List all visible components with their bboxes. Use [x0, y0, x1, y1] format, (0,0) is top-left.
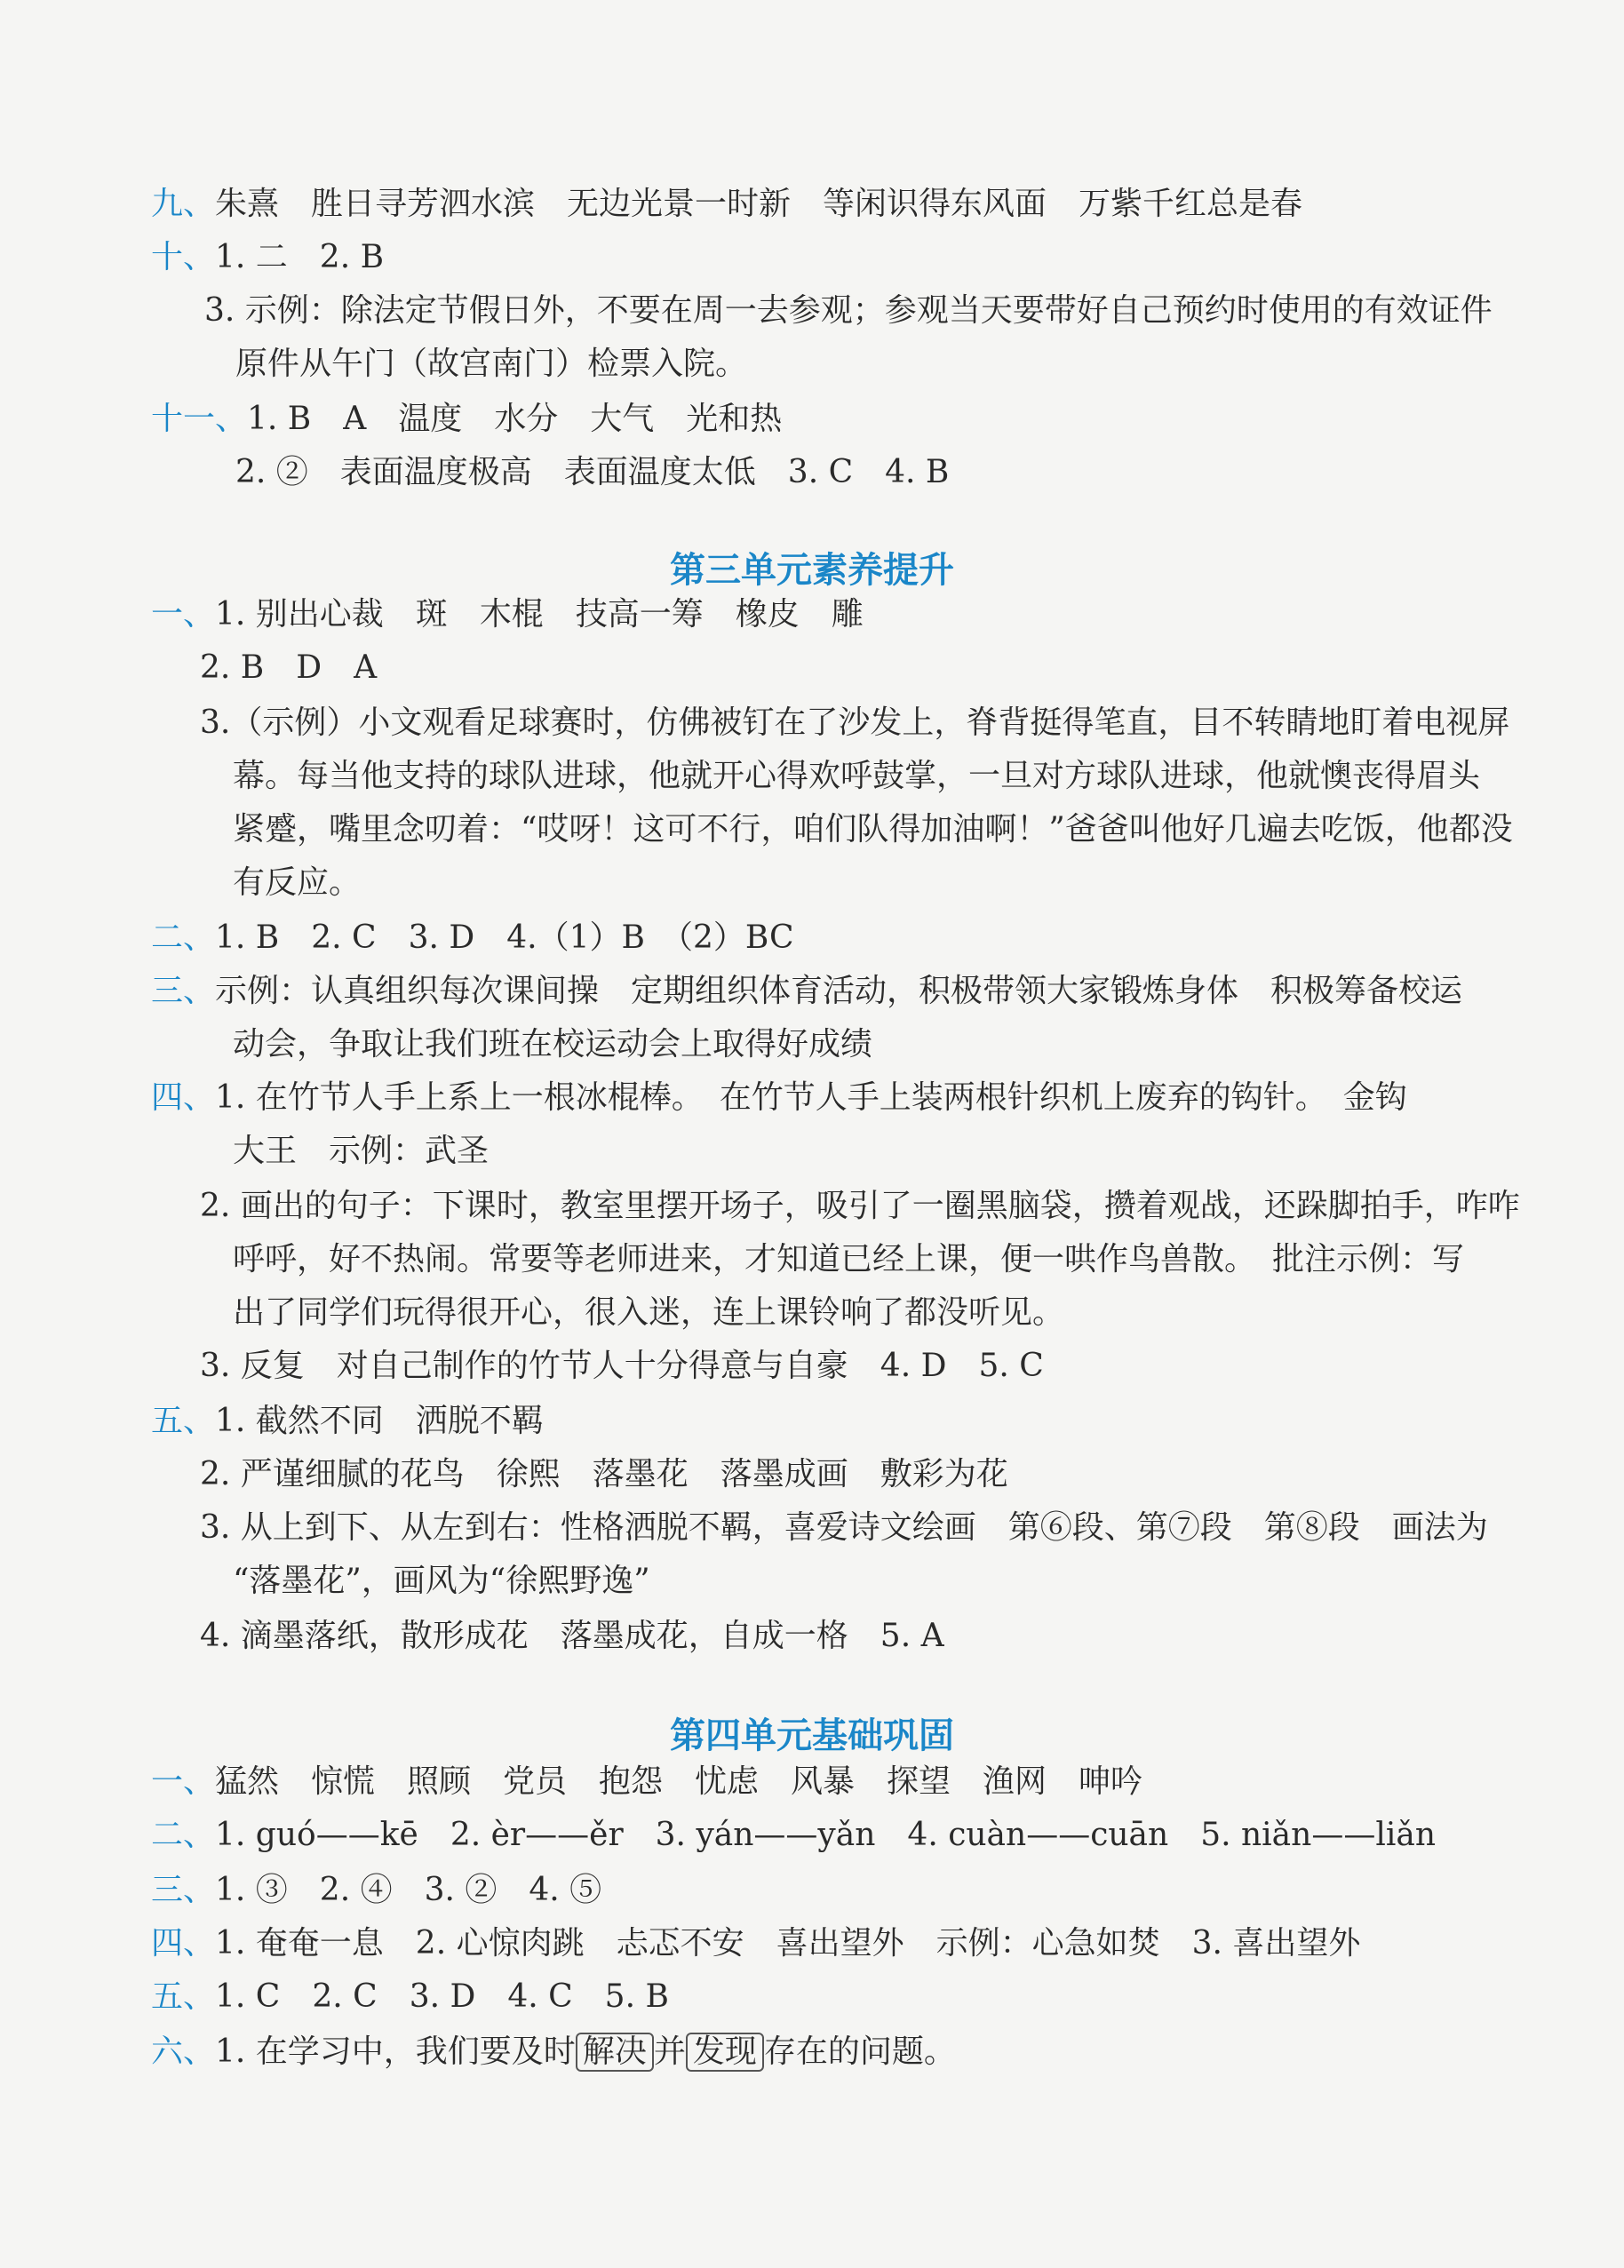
section-heading: 第四单元基础巩固 [670, 1715, 954, 1756]
answer-line: 五、1. 截然不同 洒脱不羁 [151, 1403, 544, 1439]
section-heading: 第三单元素养提升 [670, 550, 954, 591]
answer-box: 解决 [576, 2033, 654, 2072]
answer-line: 动会，争取让我们班在校运动会上取得好成绩 [233, 1026, 873, 1062]
answer-line: 二、1. guó——kē 2. èr——ěr 3. yán——yǎn 4. cuàn——cuān 5. niǎn——liǎn [151, 1817, 1437, 1853]
answer-line: 4. 滴墨落纸，散形成花 落墨成花，自成一格 5. A [200, 1618, 944, 1654]
answer-line: 紧蹙，嘴里念叨着：“哎呀！这可不行，咱们队得加油啊！”爸爸叫他好几遍去吃饭，他都没 [233, 811, 1513, 848]
answer-line: 3. 从上到下、从左到右：性格洒脱不羁，喜爱诗文绘画 第⑥段、第⑦段 第⑧段 画法为 [200, 1509, 1488, 1546]
answer-line: 二、1. B 2. C 3. D 4.（1）B （2）BC [151, 919, 794, 956]
answer-line: 一、猛然 惊慌 照顾 党员 抱怨 忧虑 风暴 探望 渔网 呻吟 [151, 1763, 1143, 1800]
answer-line: 三、1. ③ 2. ④ 3. ② 4. ⑤ [151, 1872, 602, 1908]
answer-line: 原件从午门（故宫南门）检票入院。 [235, 346, 748, 382]
answer-line: 四、1. 在竹节人手上系上一根冰棍棒。 在竹节人手上装两根针织机上废弃的钩针。 金钩 [151, 1079, 1407, 1116]
answer-line: 大王 示例：武圣 [233, 1133, 490, 1169]
answer-line: 九、朱熹 胜日寻芳泗水滨 无边光景一时新 等闲识得东风面 万紫千红总是春 [151, 186, 1303, 222]
answer-box: 发现 [686, 2033, 764, 2072]
answer-line: 2. ② 表面温度极高 表面温度太低 3. C 4. B [235, 454, 950, 490]
answer-line: 一、1. 别出心裁 斑 木棍 技高一筹 橡皮 雕 [151, 596, 864, 633]
answer-line: 十一、1. B A 温度 水分 大气 光和热 [151, 401, 783, 437]
answer-line: 十、1. 二 2. B [151, 239, 385, 275]
answer-line: 2. 画出的句子：下课时，教室里摆开场子，吸引了一圈黑脑袋，攒着观战，还跺脚拍手，咋咋 [200, 1188, 1520, 1224]
answer-line: 有反应。 [233, 864, 362, 901]
answer-line: 2. B D A [200, 649, 378, 686]
answer-line: 3.（示例）小文观看足球赛时，仿佛被钉在了沙发上，脊背挺得笔直，目不转睛地盯着电视屏 [200, 704, 1510, 741]
answer-line: 四、1. 奄奄一息 2. 心惊肉跳 忐忑不安 喜出望外 示例：心急如焚 3. 喜出望外 [151, 1925, 1361, 1962]
answer-line: 呼呼，好不热闹。常要等老师进来，才知道已经上课，便一哄作鸟兽散。 批注示例：写 [233, 1241, 1465, 1277]
answer-line: 三、示例：认真组织每次课间操 定期组织体育活动，积极带领大家锻炼身体 积极筹备校运 [151, 973, 1463, 1009]
answer-line: 五、1. C 2. C 3. D 4. C 5. B [151, 1978, 669, 2015]
answer-line: 出了同学们玩得很开心，很入迷，连上课铃响了都没听见。 [233, 1294, 1065, 1331]
answer-line: “落墨花”，画风为“徐熙野逸” [233, 1563, 650, 1599]
answer-line: 幕。每当他支持的球队进球，他就开心得欢呼鼓掌，一旦对方球队进球，他就懊丧得眉头 [233, 758, 1481, 794]
answer-line: 六、1. 在学习中，我们要及时 解决 并 发现 存在的问题。 [151, 2033, 956, 2070]
answer-line: 3. 示例：除法定节假日外，不要在周一去参观；参观当天要带好自己预约时使用的有效证件 [204, 292, 1493, 329]
answer-line: 3. 反复 对自己制作的竹节人十分得意与自豪 4. D 5. C [200, 1348, 1044, 1384]
answer-line: 2. 严谨细腻的花鸟 徐熙 落墨花 落墨成画 敷彩为花 [200, 1456, 1008, 1492]
